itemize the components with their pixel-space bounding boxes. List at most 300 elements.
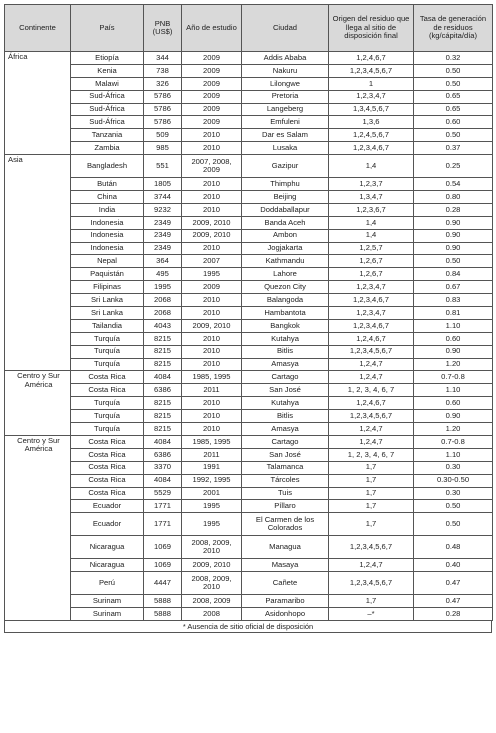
- waste-origin-cell: 1,2,5,7: [329, 242, 414, 255]
- study-year-cell: 1985, 1995: [182, 435, 242, 448]
- generation-rate-cell: 1.10: [414, 319, 493, 332]
- waste-origin-cell: 1,2,4,6,7: [329, 332, 414, 345]
- gnp-cell: 495: [144, 268, 182, 281]
- generation-rate-cell: 0.47: [414, 595, 493, 608]
- gnp-cell: 364: [144, 255, 182, 268]
- city-cell: Doddaballapur: [242, 203, 329, 216]
- gnp-cell: 5888: [144, 608, 182, 621]
- waste-origin-cell: 1,2,4,7: [329, 371, 414, 384]
- waste-origin-cell: 1,2,3,4,7: [329, 90, 414, 103]
- gnp-cell: 4084: [144, 371, 182, 384]
- table-row: [5, 448, 493, 461]
- gnp-cell: 8215: [144, 345, 182, 358]
- generation-rate-cell: 0.65: [414, 90, 493, 103]
- study-year-cell: 2010: [182, 129, 242, 142]
- generation-rate-cell: 0.7-0.8: [414, 435, 493, 448]
- generation-rate-cell: 0.60: [414, 332, 493, 345]
- waste-origin-cell: 1,2,4,6,7: [329, 52, 414, 65]
- table-row: [5, 52, 493, 65]
- header-gnp: PNB (US$): [144, 5, 182, 52]
- gnp-cell: 8215: [144, 410, 182, 423]
- city-cell: Bitlis: [242, 410, 329, 423]
- city-cell: Masaya: [242, 559, 329, 572]
- study-year-cell: 2008, 2009, 2010: [182, 572, 242, 595]
- city-cell: Bitlis: [242, 345, 329, 358]
- country-cell: Surinam: [71, 595, 144, 608]
- table-row: [5, 500, 493, 513]
- country-cell: Sri Lanka: [71, 294, 144, 307]
- study-year-cell: 2010: [182, 332, 242, 345]
- waste-origin-cell: 1,7: [329, 513, 414, 536]
- table-row: [5, 229, 493, 242]
- country-cell: Sud-África: [71, 90, 144, 103]
- gnp-cell: 4084: [144, 474, 182, 487]
- study-year-cell: 1995: [182, 268, 242, 281]
- city-cell: Jogjakarta: [242, 242, 329, 255]
- generation-rate-cell: 1.20: [414, 358, 493, 371]
- gnp-cell: 8215: [144, 423, 182, 436]
- city-cell: Emfuleni: [242, 116, 329, 129]
- country-cell: Sud-África: [71, 103, 144, 116]
- generation-rate-cell: 0.37: [414, 142, 493, 155]
- city-cell: Kathmandu: [242, 255, 329, 268]
- waste-origin-cell: 1,2,4,7: [329, 559, 414, 572]
- city-cell: Nakuru: [242, 64, 329, 77]
- generation-rate-cell: 0.50: [414, 77, 493, 90]
- generation-rate-cell: 0.30: [414, 461, 493, 474]
- country-cell: Nepal: [71, 255, 144, 268]
- country-cell: Turquía: [71, 358, 144, 371]
- city-cell: Beijing: [242, 191, 329, 204]
- waste-origin-cell: 1,3,4,7: [329, 191, 414, 204]
- country-cell: Etiopía: [71, 52, 144, 65]
- country-cell: Paquistán: [71, 268, 144, 281]
- table-row: [5, 142, 493, 155]
- waste-origin-cell: 1,7: [329, 461, 414, 474]
- study-year-cell: 2009: [182, 281, 242, 294]
- waste-origin-cell: –*: [329, 608, 414, 621]
- gnp-cell: 5529: [144, 487, 182, 500]
- generation-rate-cell: 0.90: [414, 216, 493, 229]
- study-year-cell: 2010: [182, 423, 242, 436]
- city-cell: Paramaribo: [242, 595, 329, 608]
- table-body: [5, 52, 493, 621]
- country-cell: Kenia: [71, 64, 144, 77]
- generation-rate-cell: 0.67: [414, 281, 493, 294]
- generation-rate-cell: 1.10: [414, 384, 493, 397]
- generation-rate-cell: 0.50: [414, 513, 493, 536]
- country-cell: Costa Rica: [71, 474, 144, 487]
- table-row: [5, 319, 493, 332]
- study-year-cell: 2009, 2010: [182, 559, 242, 572]
- waste-origin-cell: 1,7: [329, 474, 414, 487]
- table-row: [5, 307, 493, 320]
- header-waste-origin: Origen del residuo que llega al sitio de disposición final: [329, 5, 414, 52]
- gnp-cell: 9232: [144, 203, 182, 216]
- study-year-cell: 2007, 2008, 2009: [182, 155, 242, 178]
- waste-generation-table: [4, 4, 493, 621]
- city-cell: Gazipur: [242, 155, 329, 178]
- table-row: [5, 191, 493, 204]
- generation-rate-cell: 0.90: [414, 410, 493, 423]
- gnp-cell: 551: [144, 155, 182, 178]
- country-cell: Costa Rica: [71, 435, 144, 448]
- waste-origin-cell: 1,4: [329, 229, 414, 242]
- waste-origin-cell: 1,7: [329, 500, 414, 513]
- study-year-cell: 2010: [182, 242, 242, 255]
- study-year-cell: 2009, 2010: [182, 319, 242, 332]
- gnp-cell: 5786: [144, 103, 182, 116]
- table-row: [5, 90, 493, 103]
- gnp-cell: 2068: [144, 307, 182, 320]
- waste-origin-cell: 1,2,6,7: [329, 255, 414, 268]
- generation-rate-cell: 0.7-0.8: [414, 371, 493, 384]
- waste-origin-cell: 1,3,6: [329, 116, 414, 129]
- table-row: [5, 116, 493, 129]
- country-cell: Sud-África: [71, 116, 144, 129]
- table-row: [5, 384, 493, 397]
- generation-rate-cell: 0.50: [414, 64, 493, 77]
- city-cell: Managua: [242, 536, 329, 559]
- table-header: [5, 5, 493, 52]
- city-cell: Addis Ababa: [242, 52, 329, 65]
- gnp-cell: 1805: [144, 178, 182, 191]
- continent-cell: Asia: [5, 155, 71, 371]
- country-cell: Costa Rica: [71, 461, 144, 474]
- generation-rate-cell: 0.50: [414, 129, 493, 142]
- city-cell: Tuis: [242, 487, 329, 500]
- table-row: [5, 608, 493, 621]
- generation-rate-cell: 0.83: [414, 294, 493, 307]
- country-cell: Filipinas: [71, 281, 144, 294]
- country-cell: Surinam: [71, 608, 144, 621]
- table-row: [5, 358, 493, 371]
- city-cell: Asidonhopo: [242, 608, 329, 621]
- generation-rate-cell: 0.50: [414, 500, 493, 513]
- waste-origin-cell: 1,2,3,4,5,6,7: [329, 410, 414, 423]
- gnp-cell: 985: [144, 142, 182, 155]
- gnp-cell: 8215: [144, 397, 182, 410]
- generation-rate-cell: 0.81: [414, 307, 493, 320]
- study-year-cell: 1995: [182, 513, 242, 536]
- study-year-cell: 2011: [182, 384, 242, 397]
- table-row: [5, 77, 493, 90]
- study-year-cell: 2009: [182, 90, 242, 103]
- generation-rate-cell: 0.60: [414, 116, 493, 129]
- gnp-cell: 2349: [144, 216, 182, 229]
- study-year-cell: 2009: [182, 52, 242, 65]
- country-cell: Tailandia: [71, 319, 144, 332]
- city-cell: San José: [242, 384, 329, 397]
- table-row: [5, 332, 493, 345]
- waste-origin-cell: 1,7: [329, 595, 414, 608]
- study-year-cell: 2011: [182, 448, 242, 461]
- waste-origin-cell: 1,2,4,5,6,7: [329, 129, 414, 142]
- waste-origin-cell: 1,2,6,7: [329, 268, 414, 281]
- city-cell: Bangkok: [242, 319, 329, 332]
- city-cell: Dar es Salam: [242, 129, 329, 142]
- table-row: [5, 559, 493, 572]
- generation-rate-cell: 0.40: [414, 559, 493, 572]
- waste-origin-cell: 1,2,4,7: [329, 435, 414, 448]
- waste-origin-cell: 1,2,3,4,6,7: [329, 142, 414, 155]
- gnp-cell: 4043: [144, 319, 182, 332]
- table-footnote: * Ausencia de sitio oficial de disposición: [4, 621, 492, 633]
- table-row: [5, 474, 493, 487]
- study-year-cell: 1995: [182, 500, 242, 513]
- waste-origin-cell: 1,2,3,6,7: [329, 203, 414, 216]
- table-row: [5, 178, 493, 191]
- generation-rate-cell: 0.90: [414, 229, 493, 242]
- gnp-cell: 5888: [144, 595, 182, 608]
- generation-rate-cell: 0.30: [414, 487, 493, 500]
- city-cell: Tárcoles: [242, 474, 329, 487]
- table-row: [5, 255, 493, 268]
- country-cell: Indonesia: [71, 229, 144, 242]
- table-row: [5, 423, 493, 436]
- country-cell: Zambia: [71, 142, 144, 155]
- table-row: [5, 281, 493, 294]
- study-year-cell: 2010: [182, 178, 242, 191]
- country-cell: Nicaragua: [71, 536, 144, 559]
- waste-origin-cell: 1,7: [329, 487, 414, 500]
- gnp-cell: 2068: [144, 294, 182, 307]
- country-cell: Turquía: [71, 410, 144, 423]
- city-cell: San José: [242, 448, 329, 461]
- city-cell: Talamanca: [242, 461, 329, 474]
- study-year-cell: 2009: [182, 64, 242, 77]
- table-row: [5, 487, 493, 500]
- table-row: [5, 410, 493, 423]
- table-row: [5, 129, 493, 142]
- generation-rate-cell: 1.10: [414, 448, 493, 461]
- country-cell: China: [71, 191, 144, 204]
- country-cell: Malawi: [71, 77, 144, 90]
- study-year-cell: 2010: [182, 307, 242, 320]
- generation-rate-cell: 0.90: [414, 242, 493, 255]
- country-cell: Nicaragua: [71, 559, 144, 572]
- study-year-cell: 2009, 2010: [182, 229, 242, 242]
- generation-rate-cell: 0.32: [414, 52, 493, 65]
- header-city: Ciudad: [242, 5, 329, 52]
- waste-origin-cell: 1, 2, 3, 4, 6, 7: [329, 448, 414, 461]
- waste-origin-cell: 1,2,4,7: [329, 358, 414, 371]
- generation-rate-cell: 0.50: [414, 255, 493, 268]
- table-row: [5, 397, 493, 410]
- gnp-cell: 1771: [144, 513, 182, 536]
- city-cell: Cañete: [242, 572, 329, 595]
- country-cell: Turquía: [71, 423, 144, 436]
- table-row: [5, 103, 493, 116]
- table-row: [5, 64, 493, 77]
- gnp-cell: 2349: [144, 229, 182, 242]
- study-year-cell: 2009: [182, 103, 242, 116]
- study-year-cell: 2008: [182, 608, 242, 621]
- gnp-cell: 3744: [144, 191, 182, 204]
- gnp-cell: 6386: [144, 448, 182, 461]
- city-cell: Ambon: [242, 229, 329, 242]
- country-cell: Turquía: [71, 345, 144, 358]
- gnp-cell: 2349: [144, 242, 182, 255]
- table-row: [5, 595, 493, 608]
- study-year-cell: 2009: [182, 77, 242, 90]
- waste-origin-cell: 1,2,3,4,7: [329, 307, 414, 320]
- gnp-cell: 4447: [144, 572, 182, 595]
- generation-rate-cell: 0.30-0.50: [414, 474, 493, 487]
- gnp-cell: 738: [144, 64, 182, 77]
- table-row: [5, 572, 493, 595]
- study-year-cell: 2001: [182, 487, 242, 500]
- table-row: [5, 268, 493, 281]
- city-cell: Lahore: [242, 268, 329, 281]
- header-generation-rate: Tasa de generación de residuos (kg/cápita/día): [414, 5, 493, 52]
- gnp-cell: 1995: [144, 281, 182, 294]
- country-cell: Costa Rica: [71, 487, 144, 500]
- gnp-cell: 326: [144, 77, 182, 90]
- generation-rate-cell: 1.20: [414, 423, 493, 436]
- table-row: [5, 435, 493, 448]
- table-row: [5, 294, 493, 307]
- city-cell: Cartago: [242, 435, 329, 448]
- gnp-cell: 8215: [144, 332, 182, 345]
- gnp-cell: 8215: [144, 358, 182, 371]
- generation-rate-cell: 0.90: [414, 345, 493, 358]
- generation-rate-cell: 0.28: [414, 608, 493, 621]
- header-study-year: Año de estudio: [182, 5, 242, 52]
- continent-cell: África: [5, 52, 71, 155]
- generation-rate-cell: 0.80: [414, 191, 493, 204]
- waste-origin-cell: 1,2,3,4,5,6,7: [329, 536, 414, 559]
- city-cell: Quezon City: [242, 281, 329, 294]
- study-year-cell: 2010: [182, 191, 242, 204]
- city-cell: Pretoria: [242, 90, 329, 103]
- city-cell: Balangoda: [242, 294, 329, 307]
- generation-rate-cell: 0.25: [414, 155, 493, 178]
- table-row: [5, 513, 493, 536]
- city-cell: Banda Aceh: [242, 216, 329, 229]
- country-cell: Bangladesh: [71, 155, 144, 178]
- gnp-cell: 1771: [144, 500, 182, 513]
- gnp-cell: 1069: [144, 559, 182, 572]
- country-cell: Turquía: [71, 397, 144, 410]
- study-year-cell: 2010: [182, 397, 242, 410]
- table-row: [5, 216, 493, 229]
- waste-origin-cell: 1,4: [329, 155, 414, 178]
- table-row: [5, 242, 493, 255]
- city-cell: Thimphu: [242, 178, 329, 191]
- gnp-cell: 5786: [144, 90, 182, 103]
- waste-origin-cell: 1,2,4,7: [329, 423, 414, 436]
- city-cell: Lilongwe: [242, 77, 329, 90]
- gnp-cell: 1069: [144, 536, 182, 559]
- country-cell: Ecuador: [71, 513, 144, 536]
- study-year-cell: 1992, 1995: [182, 474, 242, 487]
- country-cell: Costa Rica: [71, 384, 144, 397]
- gnp-cell: 509: [144, 129, 182, 142]
- study-year-cell: 2008, 2009, 2010: [182, 536, 242, 559]
- city-cell: Kutahya: [242, 332, 329, 345]
- study-year-cell: 2010: [182, 410, 242, 423]
- city-cell: Píllaro: [242, 500, 329, 513]
- study-year-cell: 1985, 1995: [182, 371, 242, 384]
- continent-cell: Centro y Sur América: [5, 435, 71, 620]
- gnp-cell: 6386: [144, 384, 182, 397]
- waste-origin-cell: 1,2,4,6,7: [329, 397, 414, 410]
- table-row: [5, 203, 493, 216]
- continent-cell: Centro y Sur América: [5, 371, 71, 435]
- study-year-cell: 2007: [182, 255, 242, 268]
- study-year-cell: 2009: [182, 116, 242, 129]
- study-year-cell: 2009, 2010: [182, 216, 242, 229]
- generation-rate-cell: 0.84: [414, 268, 493, 281]
- waste-origin-cell: 1,3,4,5,6,7: [329, 103, 414, 116]
- generation-rate-cell: 0.54: [414, 178, 493, 191]
- city-cell: Kutahya: [242, 397, 329, 410]
- waste-origin-cell: 1,2,3,7: [329, 178, 414, 191]
- study-year-cell: 2010: [182, 358, 242, 371]
- header-continent: Continente: [5, 5, 71, 52]
- country-cell: Ecuador: [71, 500, 144, 513]
- gnp-cell: 5786: [144, 116, 182, 129]
- waste-origin-cell: 1,2,3,4,7: [329, 281, 414, 294]
- study-year-cell: 1991: [182, 461, 242, 474]
- country-cell: Indonesia: [71, 216, 144, 229]
- city-cell: El Carmen de los Colorados: [242, 513, 329, 536]
- country-cell: Turquía: [71, 332, 144, 345]
- country-cell: Costa Rica: [71, 371, 144, 384]
- generation-rate-cell: 0.28: [414, 203, 493, 216]
- city-cell: Langeberg: [242, 103, 329, 116]
- country-cell: Sri Lanka: [71, 307, 144, 320]
- study-year-cell: 2010: [182, 203, 242, 216]
- waste-origin-cell: 1,2,3,4,5,6,7: [329, 64, 414, 77]
- table-row: [5, 536, 493, 559]
- city-cell: Amasya: [242, 423, 329, 436]
- generation-rate-cell: 0.47: [414, 572, 493, 595]
- country-cell: India: [71, 203, 144, 216]
- table-container: [4, 4, 492, 633]
- waste-origin-cell: 1,2,3,4,5,6,7: [329, 345, 414, 358]
- study-year-cell: 2010: [182, 345, 242, 358]
- gnp-cell: 3370: [144, 461, 182, 474]
- generation-rate-cell: 0.48: [414, 536, 493, 559]
- generation-rate-cell: 0.60: [414, 397, 493, 410]
- city-cell: Cartago: [242, 371, 329, 384]
- study-year-cell: 2008, 2009: [182, 595, 242, 608]
- country-cell: Costa Rica: [71, 448, 144, 461]
- generation-rate-cell: 0.65: [414, 103, 493, 116]
- table-row: [5, 461, 493, 474]
- waste-origin-cell: 1,4: [329, 216, 414, 229]
- study-year-cell: 2010: [182, 142, 242, 155]
- waste-origin-cell: 1: [329, 77, 414, 90]
- city-cell: Lusaka: [242, 142, 329, 155]
- table-row: [5, 345, 493, 358]
- waste-origin-cell: 1, 2, 3, 4, 6, 7: [329, 384, 414, 397]
- country-cell: Tanzania: [71, 129, 144, 142]
- city-cell: Hambantota: [242, 307, 329, 320]
- gnp-cell: 344: [144, 52, 182, 65]
- country-cell: Indonesia: [71, 242, 144, 255]
- waste-origin-cell: 1,2,3,4,6,7: [329, 294, 414, 307]
- study-year-cell: 2010: [182, 294, 242, 307]
- table-row: [5, 371, 493, 384]
- waste-origin-cell: 1,2,3,4,5,6,7: [329, 572, 414, 595]
- country-cell: Perú: [71, 572, 144, 595]
- country-cell: Bután: [71, 178, 144, 191]
- header-country: País: [71, 5, 144, 52]
- waste-origin-cell: 1,2,3,4,6,7: [329, 319, 414, 332]
